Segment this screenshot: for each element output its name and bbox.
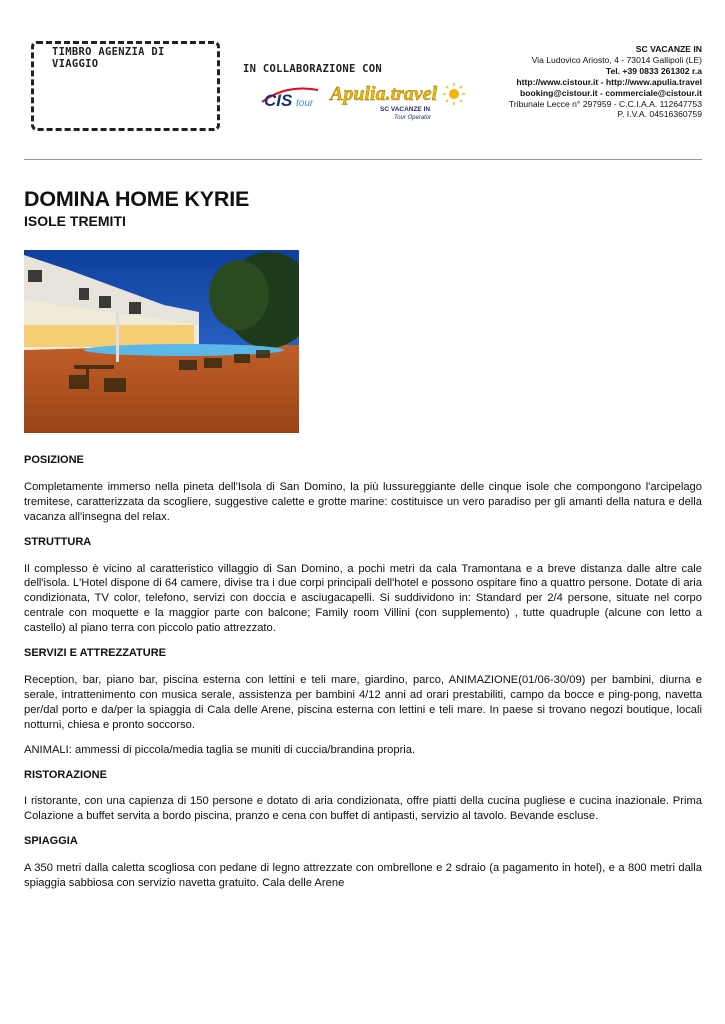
apulia-sub-label: SC VACANZE IN — [380, 106, 431, 113]
agency-stamp-box — [31, 41, 220, 131]
company-info — [509, 44, 702, 120]
section-text: Completamente immerso nella pineta dell'Isola di San Domino, la più lussureggiante delle cinque isole che compongono l'arcipelago tremitese, caratterizzata da scogliere, suggestive calette e grotte marine: costituisce un vero paradiso per gli amanti della natura e della vacanza all'insegna del relax. — [24, 480, 702, 523]
tour-operator-label: Tour Operator — [394, 115, 432, 121]
section-heading: POSIZIONE — [24, 454, 84, 466]
cistour-logo-suffix: tour — [296, 98, 314, 109]
section-spiaggia — [24, 834, 702, 891]
company-emails: booking@cistour.it - commerciale@cistour.it — [520, 87, 702, 98]
section-text: Reception, bar, piano bar, piscina esterna con lettini e teli mare, giardino, parco, ANIMAZIONE(01/06-30/09) per bambini, diurna e serale, intrattenimento con musica serale, assistenza per bambini 4/12 anni ad orari prestabiliti, campo da bocce e ping-pong, navetta per/dal porto e da/per la spiaggia di Cala delle Arene, piscina esterna con lettini e teli mare. In paese si trovano negozi boutique, locali notturni, chiesa e pronto soccorso. — [24, 673, 702, 731]
section-text: I ristorante, con una capienza di 150 persone e dotato di aria condizionata, offre piatti della cucina pugliese e cucina inazionale. Prima Colazione a buffet servita a bordo piscina, pranzo e cena con buffet di antipasti, servizio al tavolo. Bevande escluse. — [24, 795, 702, 823]
collaboration-label: IN COLLABORAZIONE CON — [243, 63, 383, 75]
section-text: Il complesso è vicino al caratteristico villaggio di San Domino, a pochi metri da cala Tramontana e a breve distanza dalle altre cale dell'isola. L'Hotel dispone di 64 camere, divise tra i due corpi principali dell'hotel e possono ospitare fino a quattro persone. Dotate di aria condizionata, TV color, telefono, servizi con doccia e asciugacapelli. Si suddividono in: Standard per 2/4 persone, situate nel corpo centrale con moquette e la maggior parte con balcone; Family room Villini (con supplemento) , tutte quadruple (alcune con letto a castello) al piano terra con piccolo patio attrezzato. — [24, 562, 702, 635]
company-address: Via Ludovico Ariosto, 4 - 73014 Gallipoli (LE) — [531, 54, 702, 65]
section-heading: RISTORAZIONE — [24, 768, 107, 781]
company-phone: Tel. +39 0833 261302 r.a — [605, 65, 702, 76]
section-heading: STRUTTURA — [24, 535, 92, 548]
section-ristorazione — [24, 768, 702, 825]
hotel-photo — [24, 250, 299, 433]
stamp-label: TIMBRO AGENZIA DI VIAGGIO — [52, 46, 165, 70]
apulia-travel-logo: Apulia.travel — [330, 83, 438, 105]
section-heading: SERVIZI E ATTREZZATURE — [24, 647, 166, 660]
company-vat: P. I.V.A. 04516360759 — [617, 109, 702, 120]
section-struttura — [24, 535, 702, 636]
company-registration: Tribunale Lecce n° 297959 - C.C.I.A.A. 112647753 — [508, 98, 702, 109]
hotel-description — [24, 453, 702, 901]
header-divider — [24, 159, 702, 160]
section-servizi — [24, 646, 702, 757]
company-websites: http://www.cistour.it - http://www.apulia.travel — [516, 76, 702, 87]
partner-logos — [258, 76, 468, 122]
section-text: A 350 metri dalla caletta scogliosa con pedane di legno attrezzate con ombrellone e 2 sdraio (a pagamento in hotel), e a 800 metri dalla spiaggia sabbiosa con servizio navetta gratuito. Cala delle Arene — [24, 862, 702, 890]
sun-icon — [443, 83, 465, 105]
cistour-logo: CIS — [264, 91, 293, 110]
section-text-animali: ANIMALI: ammessi di piccola/media taglia se muniti di cuccia/brandina propria. — [24, 743, 416, 756]
hotel-title: DOMINA HOME KYRIE — [24, 187, 250, 211]
section-posizione — [24, 453, 702, 525]
hotel-location: ISOLE TREMITI — [24, 213, 126, 229]
company-name: SC VACANZE IN — [635, 44, 702, 54]
section-heading: SPIAGGIA — [24, 835, 78, 848]
